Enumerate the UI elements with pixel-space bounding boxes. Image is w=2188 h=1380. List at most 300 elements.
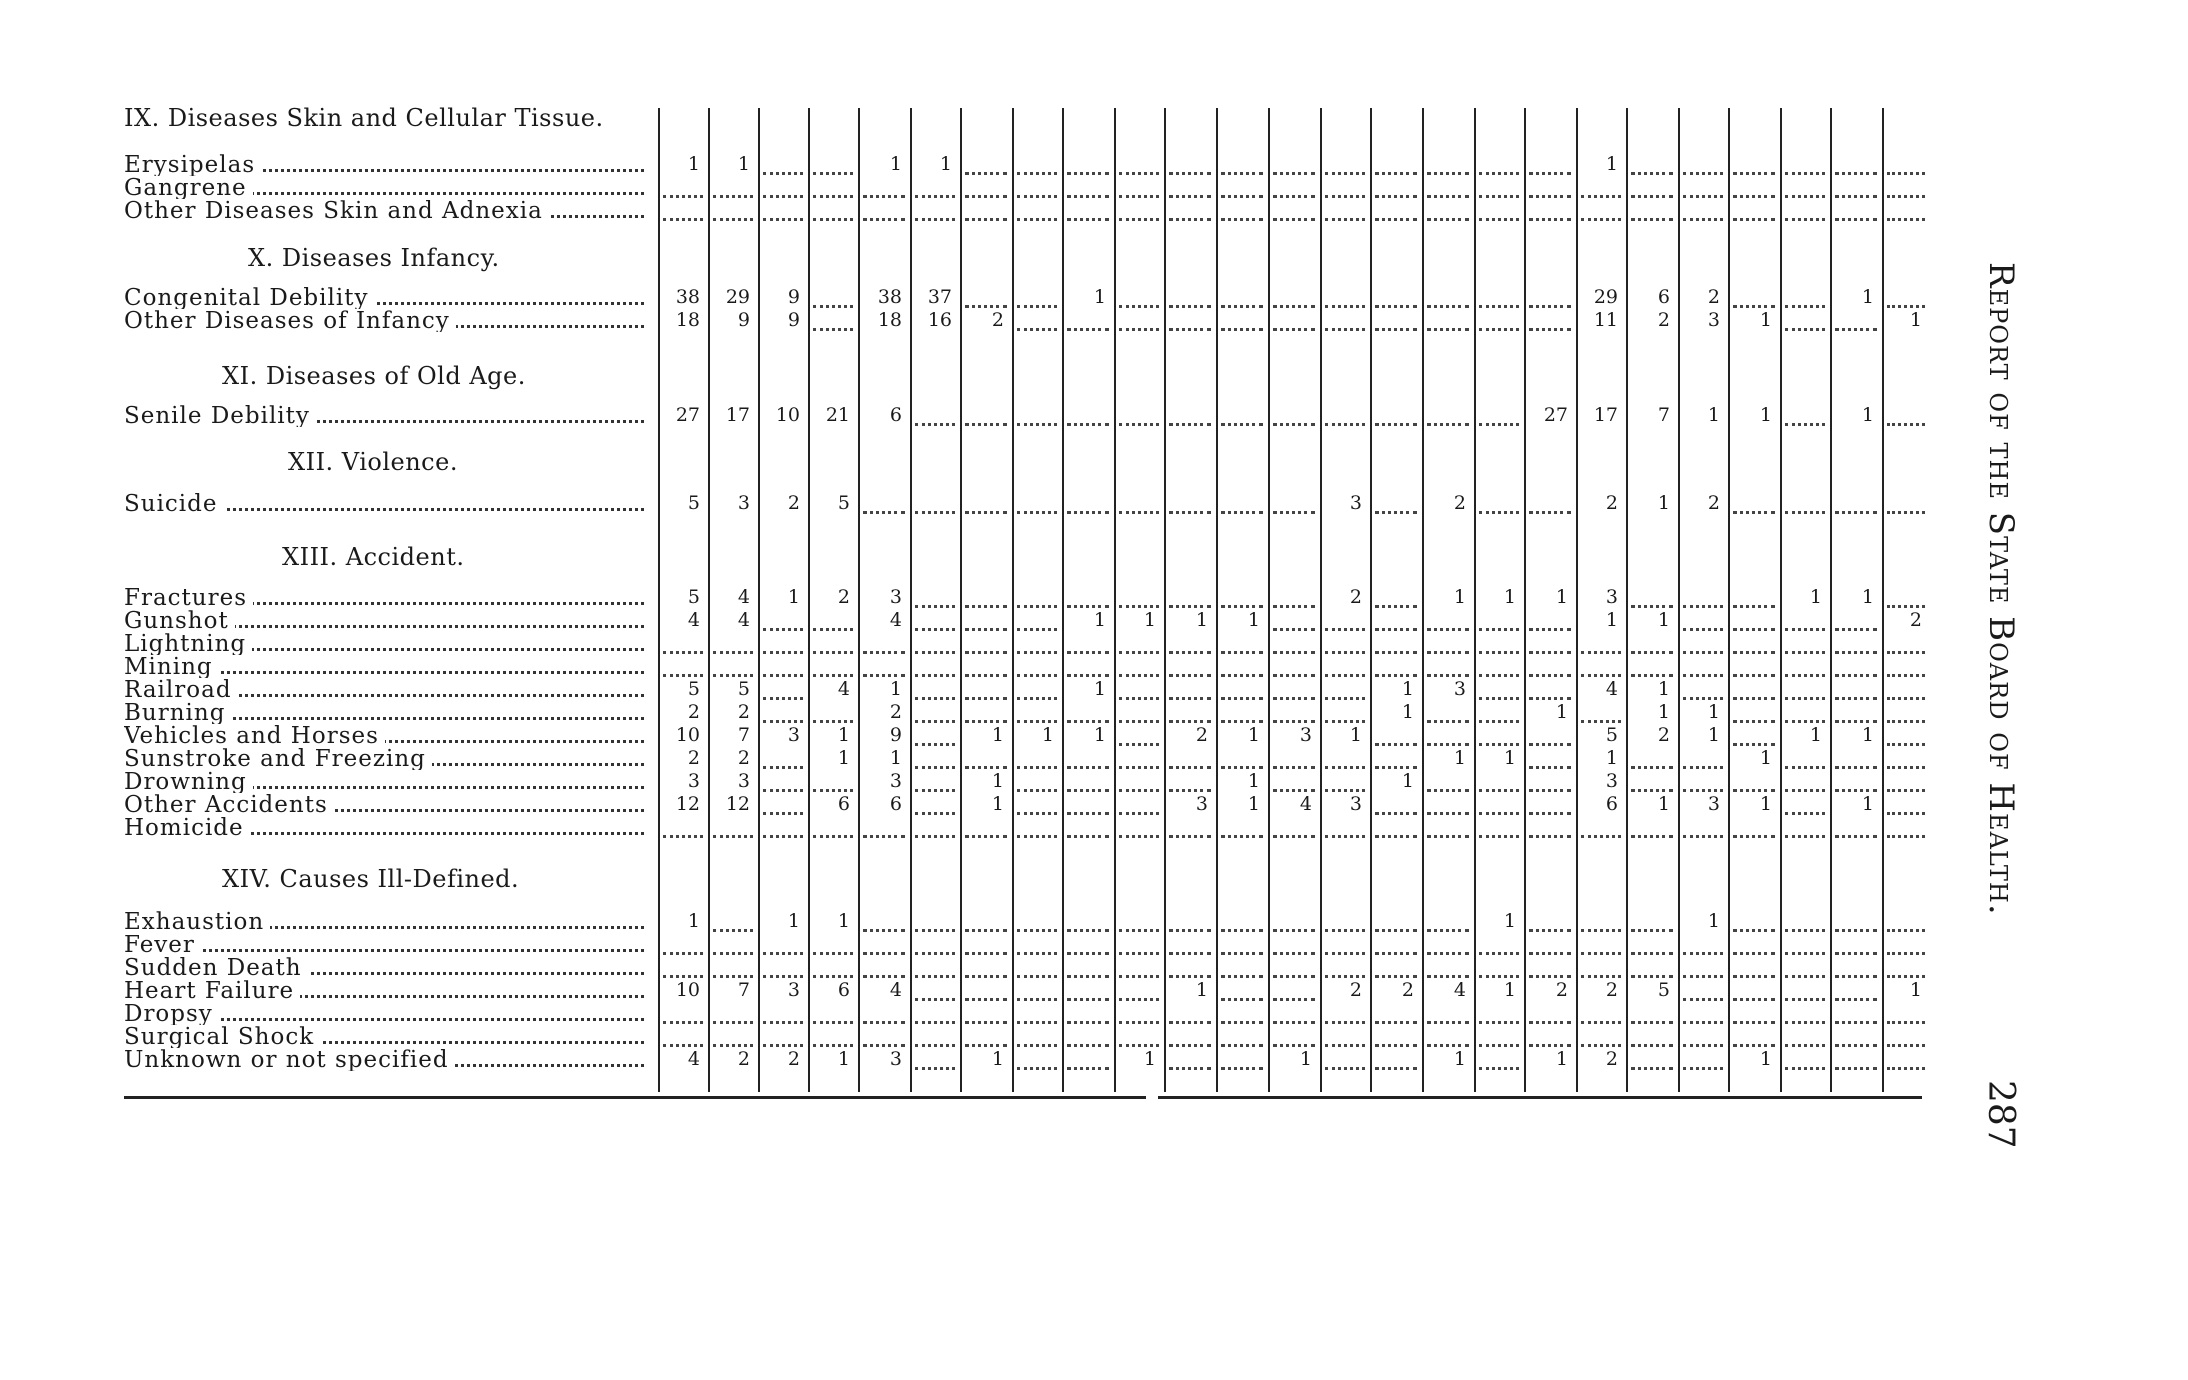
- empty-cell-leader: [1375, 605, 1417, 608]
- empty-cell-leader: [1273, 328, 1315, 331]
- empty-cell-leader: [813, 975, 853, 978]
- empty-cell-leader: [915, 952, 955, 955]
- empty-cell-leader: [1581, 952, 1621, 955]
- empty-cell-leader: [1067, 1021, 1109, 1024]
- empty-cell-leader: [1479, 1021, 1519, 1024]
- empty-cell-leader: [915, 423, 955, 426]
- empty-cell-leader: [763, 952, 803, 955]
- empty-cell-leader: [1427, 651, 1469, 654]
- empty-cell-leader: [1375, 766, 1417, 769]
- empty-cell-leader: [813, 720, 853, 723]
- empty-cell-leader: [813, 651, 853, 654]
- empty-cell-leader: [1273, 1044, 1315, 1047]
- empty-cell-leader: [1119, 766, 1159, 769]
- cell-value: 2: [687, 701, 700, 723]
- empty-cell-leader: [1273, 789, 1315, 792]
- empty-cell-leader: [1169, 1067, 1211, 1070]
- empty-cell-leader: [1375, 812, 1417, 815]
- empty-cell-leader: [1169, 835, 1211, 838]
- empty-cell-leader: [1273, 975, 1315, 978]
- empty-cell-leader: [915, 674, 955, 677]
- empty-cell-leader: [663, 195, 703, 198]
- empty-cell-leader: [1169, 218, 1211, 221]
- empty-cell-leader: [663, 651, 703, 654]
- empty-cell-leader: [1887, 423, 1925, 426]
- cell-value: 1: [837, 747, 850, 769]
- empty-cell-leader: [1067, 812, 1109, 815]
- empty-cell-leader: [1581, 218, 1621, 221]
- empty-cell-leader: [1529, 651, 1571, 654]
- empty-cell-leader: [1273, 628, 1315, 631]
- empty-cell-leader: [1733, 743, 1775, 746]
- empty-cell-leader: [1017, 697, 1057, 700]
- empty-cell-leader: [1835, 835, 1877, 838]
- empty-cell-leader: [1119, 743, 1159, 746]
- empty-cell-leader: [1221, 697, 1263, 700]
- empty-cell-leader: [1067, 929, 1109, 932]
- empty-cell-leader: [1631, 674, 1673, 677]
- cell-value: 1: [1195, 609, 1208, 631]
- empty-cell-leader: [1631, 651, 1673, 654]
- empty-cell-leader: [1529, 743, 1571, 746]
- cell-value: 1: [837, 1048, 850, 1070]
- row-label: [124, 405, 644, 427]
- empty-cell-leader: [1375, 1021, 1417, 1024]
- row-label-text: Exhaustion: [124, 911, 270, 933]
- empty-cell-leader: [1683, 975, 1723, 978]
- page-number: [1980, 1080, 2054, 1149]
- empty-cell-leader: [1733, 218, 1775, 221]
- empty-cell-leader: [1017, 975, 1057, 978]
- cell-value: 1: [939, 153, 952, 175]
- row-label-text: Railroad: [124, 679, 238, 701]
- cell-value: 1: [1605, 747, 1618, 769]
- empty-cell-leader: [713, 674, 753, 677]
- empty-cell-leader: [1733, 305, 1775, 308]
- row-label-text: Other Diseases Skin and Adnexia: [124, 200, 549, 222]
- empty-cell-leader: [663, 952, 703, 955]
- section-heading: XII. Violence.: [288, 448, 458, 476]
- empty-cell-leader: [1785, 766, 1825, 769]
- empty-cell-leader: [1835, 172, 1877, 175]
- cell-value: 3: [1299, 724, 1312, 746]
- cell-value: 1: [1401, 678, 1414, 700]
- empty-cell-leader: [1631, 952, 1673, 955]
- empty-cell-leader: [1683, 952, 1723, 955]
- empty-cell-leader: [1887, 195, 1925, 198]
- empty-cell-leader: [1733, 789, 1775, 792]
- empty-cell-leader: [1427, 835, 1469, 838]
- empty-cell-leader: [1427, 789, 1469, 792]
- empty-cell-leader: [1529, 766, 1571, 769]
- cell-value: 9: [787, 286, 800, 308]
- empty-cell-leader: [1733, 195, 1775, 198]
- empty-cell-leader: [1427, 328, 1469, 331]
- empty-cell-leader: [1017, 651, 1057, 654]
- empty-cell-leader: [1273, 511, 1315, 514]
- cell-value: 1: [1657, 701, 1670, 723]
- cell-value: 4: [837, 678, 850, 700]
- empty-cell-leader: [663, 835, 703, 838]
- empty-cell-leader: [915, 1021, 955, 1024]
- column-rule: [1780, 108, 1782, 1092]
- column-rule: [858, 108, 860, 1092]
- empty-cell-leader: [1427, 1021, 1469, 1024]
- empty-cell-leader: [1169, 789, 1211, 792]
- empty-cell-leader: [1119, 812, 1159, 815]
- empty-cell-leader: [1375, 628, 1417, 631]
- empty-cell-leader: [1169, 975, 1211, 978]
- empty-cell-leader: [1479, 697, 1519, 700]
- column-rule: [1320, 108, 1322, 1092]
- empty-cell-leader: [1887, 1044, 1925, 1047]
- empty-cell-leader: [965, 511, 1007, 514]
- empty-cell-leader: [1427, 929, 1469, 932]
- empty-cell-leader: [1785, 628, 1825, 631]
- empty-cell-leader: [1835, 975, 1877, 978]
- row-label-text: Gunshot: [124, 610, 235, 632]
- cell-value: 10: [775, 404, 800, 426]
- empty-cell-leader: [1785, 812, 1825, 815]
- empty-cell-leader: [1017, 511, 1057, 514]
- empty-cell-leader: [1325, 628, 1365, 631]
- cell-value: 3: [889, 586, 902, 608]
- cell-value: 1: [837, 724, 850, 746]
- empty-cell-leader: [1119, 1044, 1159, 1047]
- row-label-text: Congenital Debility: [124, 287, 374, 309]
- empty-cell-leader: [1733, 835, 1775, 838]
- cell-value: 1: [1555, 701, 1568, 723]
- empty-cell-leader: [1835, 720, 1877, 723]
- row-label: [124, 702, 644, 724]
- empty-cell-leader: [1529, 812, 1571, 815]
- row-label: [124, 911, 644, 933]
- column-rule: [1114, 108, 1116, 1092]
- empty-cell-leader: [1221, 605, 1263, 608]
- empty-cell-leader: [1169, 605, 1211, 608]
- column-rule: [1524, 108, 1526, 1092]
- cell-value: 1: [991, 1048, 1004, 1070]
- cell-value: 2: [1349, 586, 1362, 608]
- empty-cell-leader: [1325, 1067, 1365, 1070]
- empty-cell-leader: [1273, 998, 1315, 1001]
- empty-cell-leader: [1683, 1067, 1723, 1070]
- empty-cell-leader: [713, 218, 753, 221]
- empty-cell-leader: [1631, 172, 1673, 175]
- empty-cell-leader: [663, 674, 703, 677]
- empty-cell-leader: [1119, 720, 1159, 723]
- empty-cell-leader: [965, 628, 1007, 631]
- empty-cell-leader: [1733, 605, 1775, 608]
- empty-cell-leader: [1581, 1044, 1621, 1047]
- empty-cell-leader: [763, 766, 803, 769]
- cell-value: 1: [1143, 1048, 1156, 1070]
- cell-value: 1: [1555, 1048, 1568, 1070]
- cell-value: 2: [737, 747, 750, 769]
- empty-cell-leader: [1119, 651, 1159, 654]
- cell-value: 1: [1759, 793, 1772, 815]
- row-label-text: Surgical Shock: [124, 1026, 320, 1048]
- empty-cell-leader: [1273, 195, 1315, 198]
- empty-cell-leader: [1733, 172, 1775, 175]
- empty-cell-leader: [1169, 172, 1211, 175]
- empty-cell-leader: [1221, 218, 1263, 221]
- cell-value: 3: [1707, 793, 1720, 815]
- column-rule: [1882, 108, 1884, 1092]
- empty-cell-leader: [1733, 651, 1775, 654]
- cell-value: 2: [687, 747, 700, 769]
- empty-cell-leader: [1325, 1021, 1365, 1024]
- cell-value: 1: [1657, 492, 1670, 514]
- cell-value: 2: [1401, 979, 1414, 1001]
- empty-cell-leader: [1273, 172, 1315, 175]
- row-label-text: Heart Failure: [124, 980, 300, 1002]
- empty-cell-leader: [1733, 628, 1775, 631]
- row-label: [124, 1003, 644, 1025]
- empty-cell-leader: [1017, 789, 1057, 792]
- empty-cell-leader: [1683, 172, 1723, 175]
- empty-cell-leader: [1835, 628, 1877, 631]
- empty-cell-leader: [1067, 835, 1109, 838]
- empty-cell-leader: [1683, 195, 1723, 198]
- empty-cell-leader: [1169, 766, 1211, 769]
- cell-value: 2: [737, 701, 750, 723]
- empty-cell-leader: [1683, 674, 1723, 677]
- empty-cell-leader: [1221, 423, 1263, 426]
- empty-cell-leader: [1017, 929, 1057, 932]
- empty-cell-leader: [763, 1021, 803, 1024]
- empty-cell-leader: [1067, 218, 1109, 221]
- cell-value: 1: [889, 747, 902, 769]
- column-rule: [658, 108, 660, 1092]
- empty-cell-leader: [915, 1067, 955, 1070]
- empty-cell-leader: [1221, 952, 1263, 955]
- empty-cell-leader: [1119, 195, 1159, 198]
- empty-cell-leader: [1479, 743, 1519, 746]
- empty-cell-leader: [813, 952, 853, 955]
- cell-value: 1: [1247, 724, 1260, 746]
- cell-value: 4: [1605, 678, 1618, 700]
- cell-value: 1: [1861, 724, 1874, 746]
- empty-cell-leader: [1119, 1021, 1159, 1024]
- cell-value: 5: [737, 678, 750, 700]
- cell-value: 2: [787, 492, 800, 514]
- empty-cell-leader: [1785, 511, 1825, 514]
- cell-value: 1: [1759, 747, 1772, 769]
- empty-cell-leader: [1887, 511, 1925, 514]
- cell-value: 12: [725, 793, 750, 815]
- empty-cell-leader: [1733, 975, 1775, 978]
- cell-value: 6: [837, 793, 850, 815]
- cell-value: 2: [1707, 492, 1720, 514]
- row-label-text: Unknown or not specified: [124, 1049, 455, 1071]
- empty-cell-leader: [1169, 195, 1211, 198]
- empty-cell-leader: [1529, 929, 1571, 932]
- row-label-text: Erysipelas: [124, 154, 261, 176]
- empty-cell-leader: [1631, 218, 1673, 221]
- empty-cell-leader: [965, 975, 1007, 978]
- cell-value: 1: [1809, 586, 1822, 608]
- cell-value: 7: [737, 724, 750, 746]
- empty-cell-leader: [1325, 720, 1365, 723]
- cell-value: 1: [1299, 1048, 1312, 1070]
- cell-value: 5: [837, 492, 850, 514]
- empty-cell-leader: [1221, 929, 1263, 932]
- cell-value: 1: [1909, 979, 1922, 1001]
- empty-cell-leader: [915, 651, 955, 654]
- row-label: [124, 1026, 644, 1048]
- empty-cell-leader: [1683, 998, 1723, 1001]
- empty-cell-leader: [1017, 952, 1057, 955]
- empty-cell-leader: [863, 952, 905, 955]
- bottom-rule: [1158, 1096, 1922, 1099]
- empty-cell-leader: [1067, 1067, 1109, 1070]
- row-label-text: Homicide: [124, 817, 250, 839]
- empty-cell-leader: [1529, 789, 1571, 792]
- cell-value: 1: [1093, 286, 1106, 308]
- empty-cell-leader: [915, 628, 955, 631]
- empty-cell-leader: [965, 1044, 1007, 1047]
- cell-value: 4: [1299, 793, 1312, 815]
- empty-cell-leader: [965, 998, 1007, 1001]
- empty-cell-leader: [1427, 423, 1469, 426]
- empty-cell-leader: [965, 305, 1007, 308]
- empty-cell-leader: [915, 812, 955, 815]
- empty-cell-leader: [1785, 789, 1825, 792]
- empty-cell-leader: [1119, 789, 1159, 792]
- empty-cell-leader: [1325, 195, 1365, 198]
- row-label-text: Lightning: [124, 633, 252, 655]
- empty-cell-leader: [1887, 929, 1925, 932]
- empty-cell-leader: [1835, 766, 1877, 769]
- cell-value: 4: [687, 609, 700, 631]
- empty-cell-leader: [1017, 218, 1057, 221]
- empty-cell-leader: [1529, 952, 1571, 955]
- empty-cell-leader: [1683, 766, 1723, 769]
- empty-cell-leader: [1835, 1044, 1877, 1047]
- empty-cell-leader: [965, 605, 1007, 608]
- empty-cell-leader: [1479, 1044, 1519, 1047]
- empty-cell-leader: [1067, 975, 1109, 978]
- empty-cell-leader: [915, 998, 955, 1001]
- empty-cell-leader: [1581, 835, 1621, 838]
- empty-cell-leader: [763, 1044, 803, 1047]
- empty-cell-leader: [1785, 328, 1825, 331]
- empty-cell-leader: [1375, 1067, 1417, 1070]
- empty-cell-leader: [1785, 1021, 1825, 1024]
- row-label-text: Other Accidents: [124, 794, 334, 816]
- empty-cell-leader: [1887, 305, 1925, 308]
- cell-value: 2: [1349, 979, 1362, 1001]
- cell-value: 6: [1605, 793, 1618, 815]
- empty-cell-leader: [1887, 218, 1925, 221]
- empty-cell-leader: [713, 975, 753, 978]
- empty-cell-leader: [1529, 328, 1571, 331]
- empty-cell-leader: [1067, 1044, 1109, 1047]
- cell-value: 2: [991, 309, 1004, 331]
- empty-cell-leader: [965, 952, 1007, 955]
- empty-cell-leader: [1375, 835, 1417, 838]
- empty-cell-leader: [965, 195, 1007, 198]
- empty-cell-leader: [763, 172, 803, 175]
- cell-value: 3: [1453, 678, 1466, 700]
- empty-cell-leader: [1067, 720, 1109, 723]
- row-label-text: Vehicles and Horses: [124, 725, 385, 747]
- empty-cell-leader: [1375, 929, 1417, 932]
- cell-value: 1: [1041, 724, 1054, 746]
- cell-value: 3: [1707, 309, 1720, 331]
- cell-value: 1: [1555, 586, 1568, 608]
- empty-cell-leader: [1479, 195, 1519, 198]
- empty-cell-leader: [1273, 305, 1315, 308]
- empty-cell-leader: [763, 628, 803, 631]
- empty-cell-leader: [965, 423, 1007, 426]
- cell-value: 1: [1707, 910, 1720, 932]
- empty-cell-leader: [1017, 195, 1057, 198]
- empty-cell-leader: [1529, 1021, 1571, 1024]
- column-rule: [1062, 108, 1064, 1092]
- empty-cell-leader: [813, 1044, 853, 1047]
- empty-cell-leader: [1427, 172, 1469, 175]
- empty-cell-leader: [1119, 328, 1159, 331]
- empty-cell-leader: [863, 218, 905, 221]
- cell-value: 4: [737, 586, 750, 608]
- empty-cell-leader: [713, 651, 753, 654]
- empty-cell-leader: [813, 835, 853, 838]
- cell-value: 1: [1247, 770, 1260, 792]
- empty-cell-leader: [1375, 195, 1417, 198]
- cell-value: 1: [1759, 404, 1772, 426]
- cell-value: 2: [787, 1048, 800, 1070]
- empty-cell-leader: [1529, 628, 1571, 631]
- cell-value: 1: [1093, 678, 1106, 700]
- cell-value: 17: [1593, 404, 1618, 426]
- cell-value: 2: [1605, 492, 1618, 514]
- empty-cell-leader: [1273, 766, 1315, 769]
- empty-cell-leader: [1835, 929, 1877, 932]
- empty-cell-leader: [1835, 998, 1877, 1001]
- empty-cell-leader: [1631, 1067, 1673, 1070]
- empty-cell-leader: [1017, 628, 1057, 631]
- empty-cell-leader: [1631, 789, 1673, 792]
- empty-cell-leader: [1427, 195, 1469, 198]
- empty-cell-leader: [1375, 511, 1417, 514]
- empty-cell-leader: [1785, 720, 1825, 723]
- empty-cell-leader: [1067, 651, 1109, 654]
- empty-cell-leader: [1375, 305, 1417, 308]
- empty-cell-leader: [1221, 975, 1263, 978]
- empty-cell-leader: [1785, 218, 1825, 221]
- cell-value: 27: [1543, 404, 1568, 426]
- cell-value: 7: [737, 979, 750, 1001]
- empty-cell-leader: [1221, 1021, 1263, 1024]
- cell-value: 21: [825, 404, 850, 426]
- column-rule: [1830, 108, 1832, 1092]
- empty-cell-leader: [1887, 952, 1925, 955]
- empty-cell-leader: [1017, 172, 1057, 175]
- empty-cell-leader: [1017, 766, 1057, 769]
- empty-cell-leader: [1017, 305, 1057, 308]
- empty-cell-leader: [763, 835, 803, 838]
- cell-value: 9: [787, 309, 800, 331]
- cell-value: 1: [787, 910, 800, 932]
- cell-value: 1: [1453, 586, 1466, 608]
- empty-cell-leader: [1273, 929, 1315, 932]
- empty-cell-leader: [1273, 651, 1315, 654]
- empty-cell-leader: [1017, 1021, 1057, 1024]
- cell-value: 5: [687, 492, 700, 514]
- cell-value: 1: [1909, 309, 1922, 331]
